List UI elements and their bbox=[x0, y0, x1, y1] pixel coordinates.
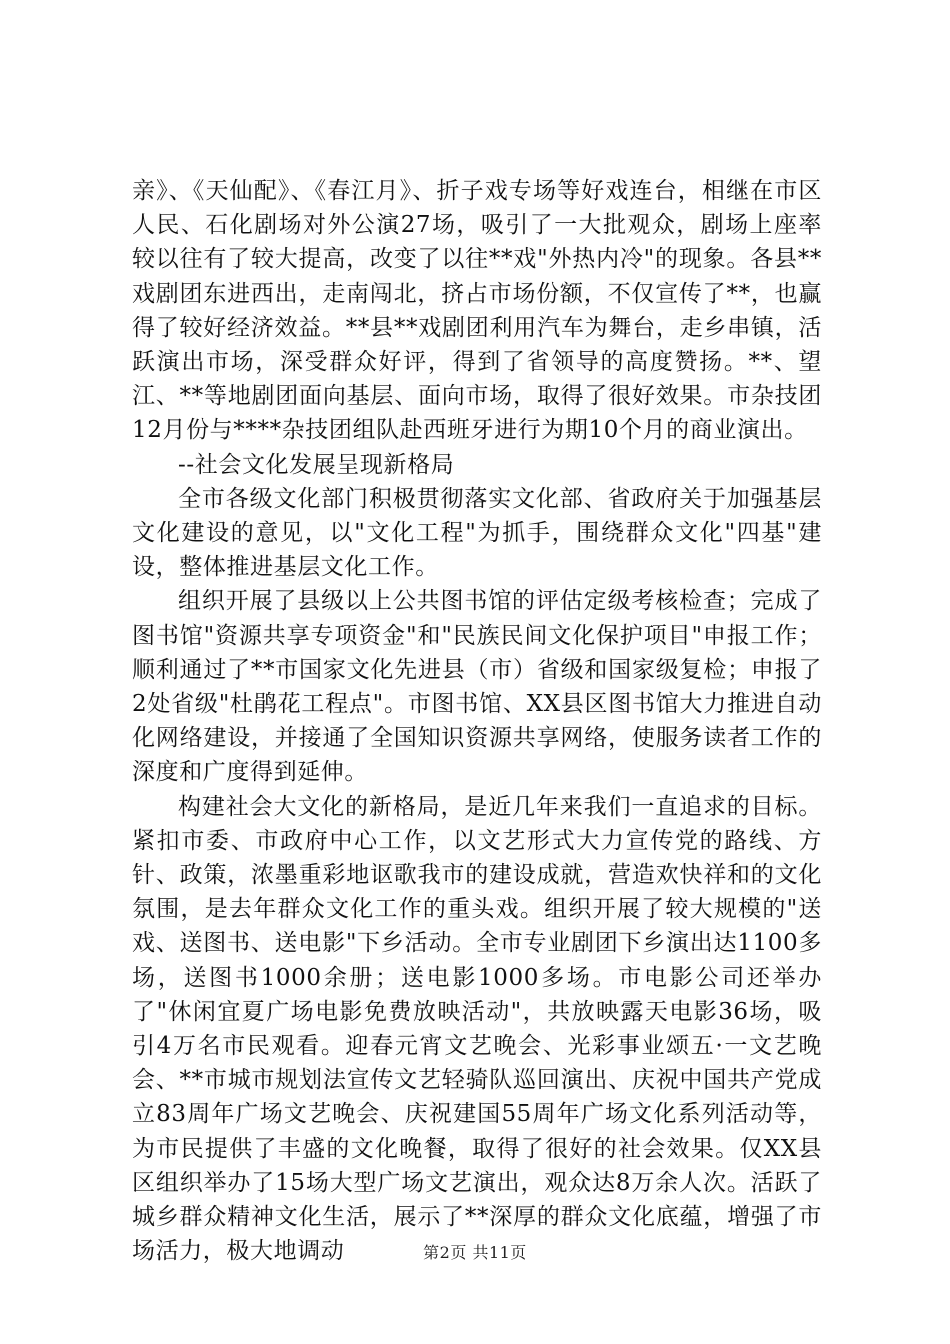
page-number-footer: 第2页 共11页 bbox=[423, 1243, 527, 1262]
paragraph: 构建社会大文化的新格局，是近几年来我们一直追求的目标。紧扣市委、市政府中心工作，以文艺形式大力宣传党的路线、方针、政策，浓墨重彩地讴歌我市的建设成就，营造欢快祥和的文化氛围，是去年群众文化工作的重头戏。组织开展了较大规模的"送戏、送图书、送电影"下乡活动。全市专业剧团下乡演出达1100多场，送图书1000余册；送电影1000多场。市电影公司还举办了"休闲宜夏广场电影免费放映活动"，共放映露天电影36场，吸引4万名市民观看。迎春元宵文艺晚会、光彩事业颂五·一文艺晚会、**市城市规划法宣传文艺轻骑队巡回演出、庆祝中国共产党成立83周年广场文艺晚会、庆祝建国55周年广场文化系列活动等，为市民提供了丰盛的文化晚餐，取得了很好的社会效果。仅XX县区组织举办了15场大型广场文艺演出，观众达8万余人次。活跃了城乡群众精神文化生活，展示了**深厚的群众文化底蕴，增强了市场活力，极大地调动 bbox=[132, 793, 822, 1265]
paragraph-continued: 亲》、《天仙配》、《春江月》、折子戏专场等好戏连台，相继在市区人民、石化剧场对外公演27场，吸引了一大批观众，剧场上座率较以往有了较大提高，改变了以往**戏"外热内冷"的现象。各县**戏剧团东进西出，走南闯北，挤占市场份额，不仅宣传了**，也赢得了较好经济效益。**县**戏剧团利用汽车为舞台，走乡串镇，活跃演出市场，深受群众好评，得到了省领导的高度赞扬。**、望江、**等地剧团面向基层、面向市场，取得了很好效果。市杂技团12月份与****杂技团组队赴西班牙进行为期10个月的商业演出。 bbox=[132, 178, 822, 444]
paragraph: 全市各级文化部门积极贯彻落实文化部、省政府关于加强基层文化建设的意见，以"文化工程"为抓手，围绕群众文化"四基"建设，整体推进基层文化工作。 bbox=[132, 485, 822, 581]
section-heading: --社会文化发展呈现新格局 bbox=[178, 451, 455, 478]
document-body bbox=[132, 174, 822, 1269]
paragraph: 组织开展了县级以上公共图书馆的评估定级考核检查；完成了图书馆"资源共享专项资金"和"民族民间文化保护项目"申报工作；顺利通过了**市国家文化先进县（市）省级和国家级复检；申报了2处省级"杜鹃花工程点"。市图书馆、XX县区图书馆大力推进自动化网络建设，并接通了全国知识资源共享网络，使服务读者工作的深度和广度得到延伸。 bbox=[132, 588, 822, 786]
